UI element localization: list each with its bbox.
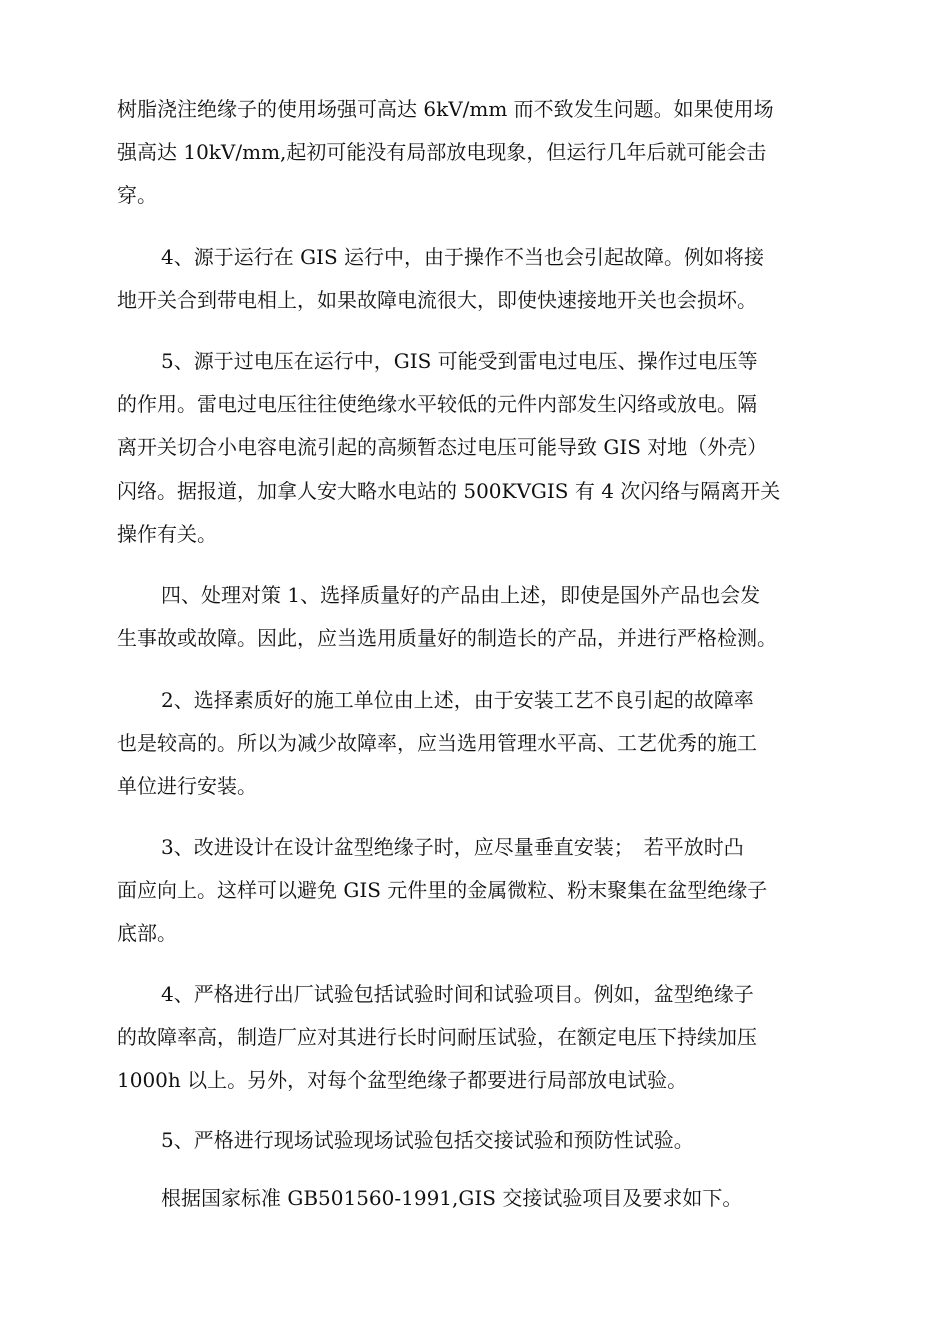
paragraph-line: 3、改进设计在设计盆型绝缘子时，应尽量垂直安装； 若平放时凸 — [161, 835, 744, 859]
paragraph-line: 的故障率高，制造厂应对其进行长时问耐压试验，在额定电压下持续加压 — [117, 1025, 757, 1049]
paragraph-line: 也是较高的。所以为减少故障率，应当选用管理水平高、工艺优秀的施工 — [117, 731, 757, 755]
paragraph-line: 四、处理对策 1、选择质量好的产品由上述，即使是国外产品也会发 — [161, 583, 761, 607]
paragraph-line: 面应向上。这样可以避免 GIS 元件里的金属微粒、粉末聚集在盆型绝缘子 — [117, 878, 768, 902]
paragraph-line: 2、选择素质好的施工单位由上述，由于安装工艺不良引起的故障率 — [161, 688, 754, 712]
paragraph-line: 4、源于运行在 GIS 运行中，由于操作不当也会引起故障。例如将接 — [161, 245, 765, 269]
paragraph-line: 树脂浇注绝缘子的使用场强可高达 6kV/mm 而不致发生问题。如果使用场 — [117, 97, 774, 121]
paragraph-line: 强高达 10kV/mm,起初可能没有局部放电现象，但运行几年后就可能会击 — [117, 140, 767, 164]
paragraph-line: 根据国家标准 GB501560-1991,GIS 交接试验项目及要求如下。 — [161, 1186, 743, 1210]
paragraph-line: 闪络。据报道，加拿人安大略水电站的 500KVGIS 有 4 次闪络与隔离开关 — [117, 479, 781, 503]
paragraph-line: 地开关合到带电相上，如果故障电流很大，即使快速接地开关也会损坏。 — [117, 288, 757, 312]
paragraph-line: 5、严格进行现场试验现场试验包括交接试验和预防性试验。 — [161, 1128, 694, 1152]
paragraph-line: 离开关切合小电容电流引起的高频暂态过电压可能导致 GIS 对地（外壳） — [117, 435, 768, 459]
paragraph-line: 5、源于过电压在运行中，GIS 可能受到雷电过电压、操作过电压等 — [161, 349, 758, 373]
paragraph-line: 生事故或故障。因此，应当选用质量好的制造长的产品，并进行严格检测。 — [117, 626, 777, 650]
paragraph-line: 穿。 — [117, 183, 157, 207]
paragraph-line: 4、严格进行出厂试验包括试验时间和试验项目。例如，盆型绝缘子 — [161, 982, 754, 1006]
paragraph-line: 单位进行安装。 — [117, 774, 257, 798]
paragraph-line: 底部。 — [117, 921, 177, 945]
paragraph-line: 的作用。雷电过电压往往使绝缘水平较低的元件内部发生闪络或放电。隔 — [117, 392, 757, 416]
paragraph-line: 1000h 以上。另外，对每个盆型绝缘子都要进行局部放电试验。 — [117, 1068, 688, 1092]
paragraph-line: 操作有关。 — [117, 522, 217, 546]
